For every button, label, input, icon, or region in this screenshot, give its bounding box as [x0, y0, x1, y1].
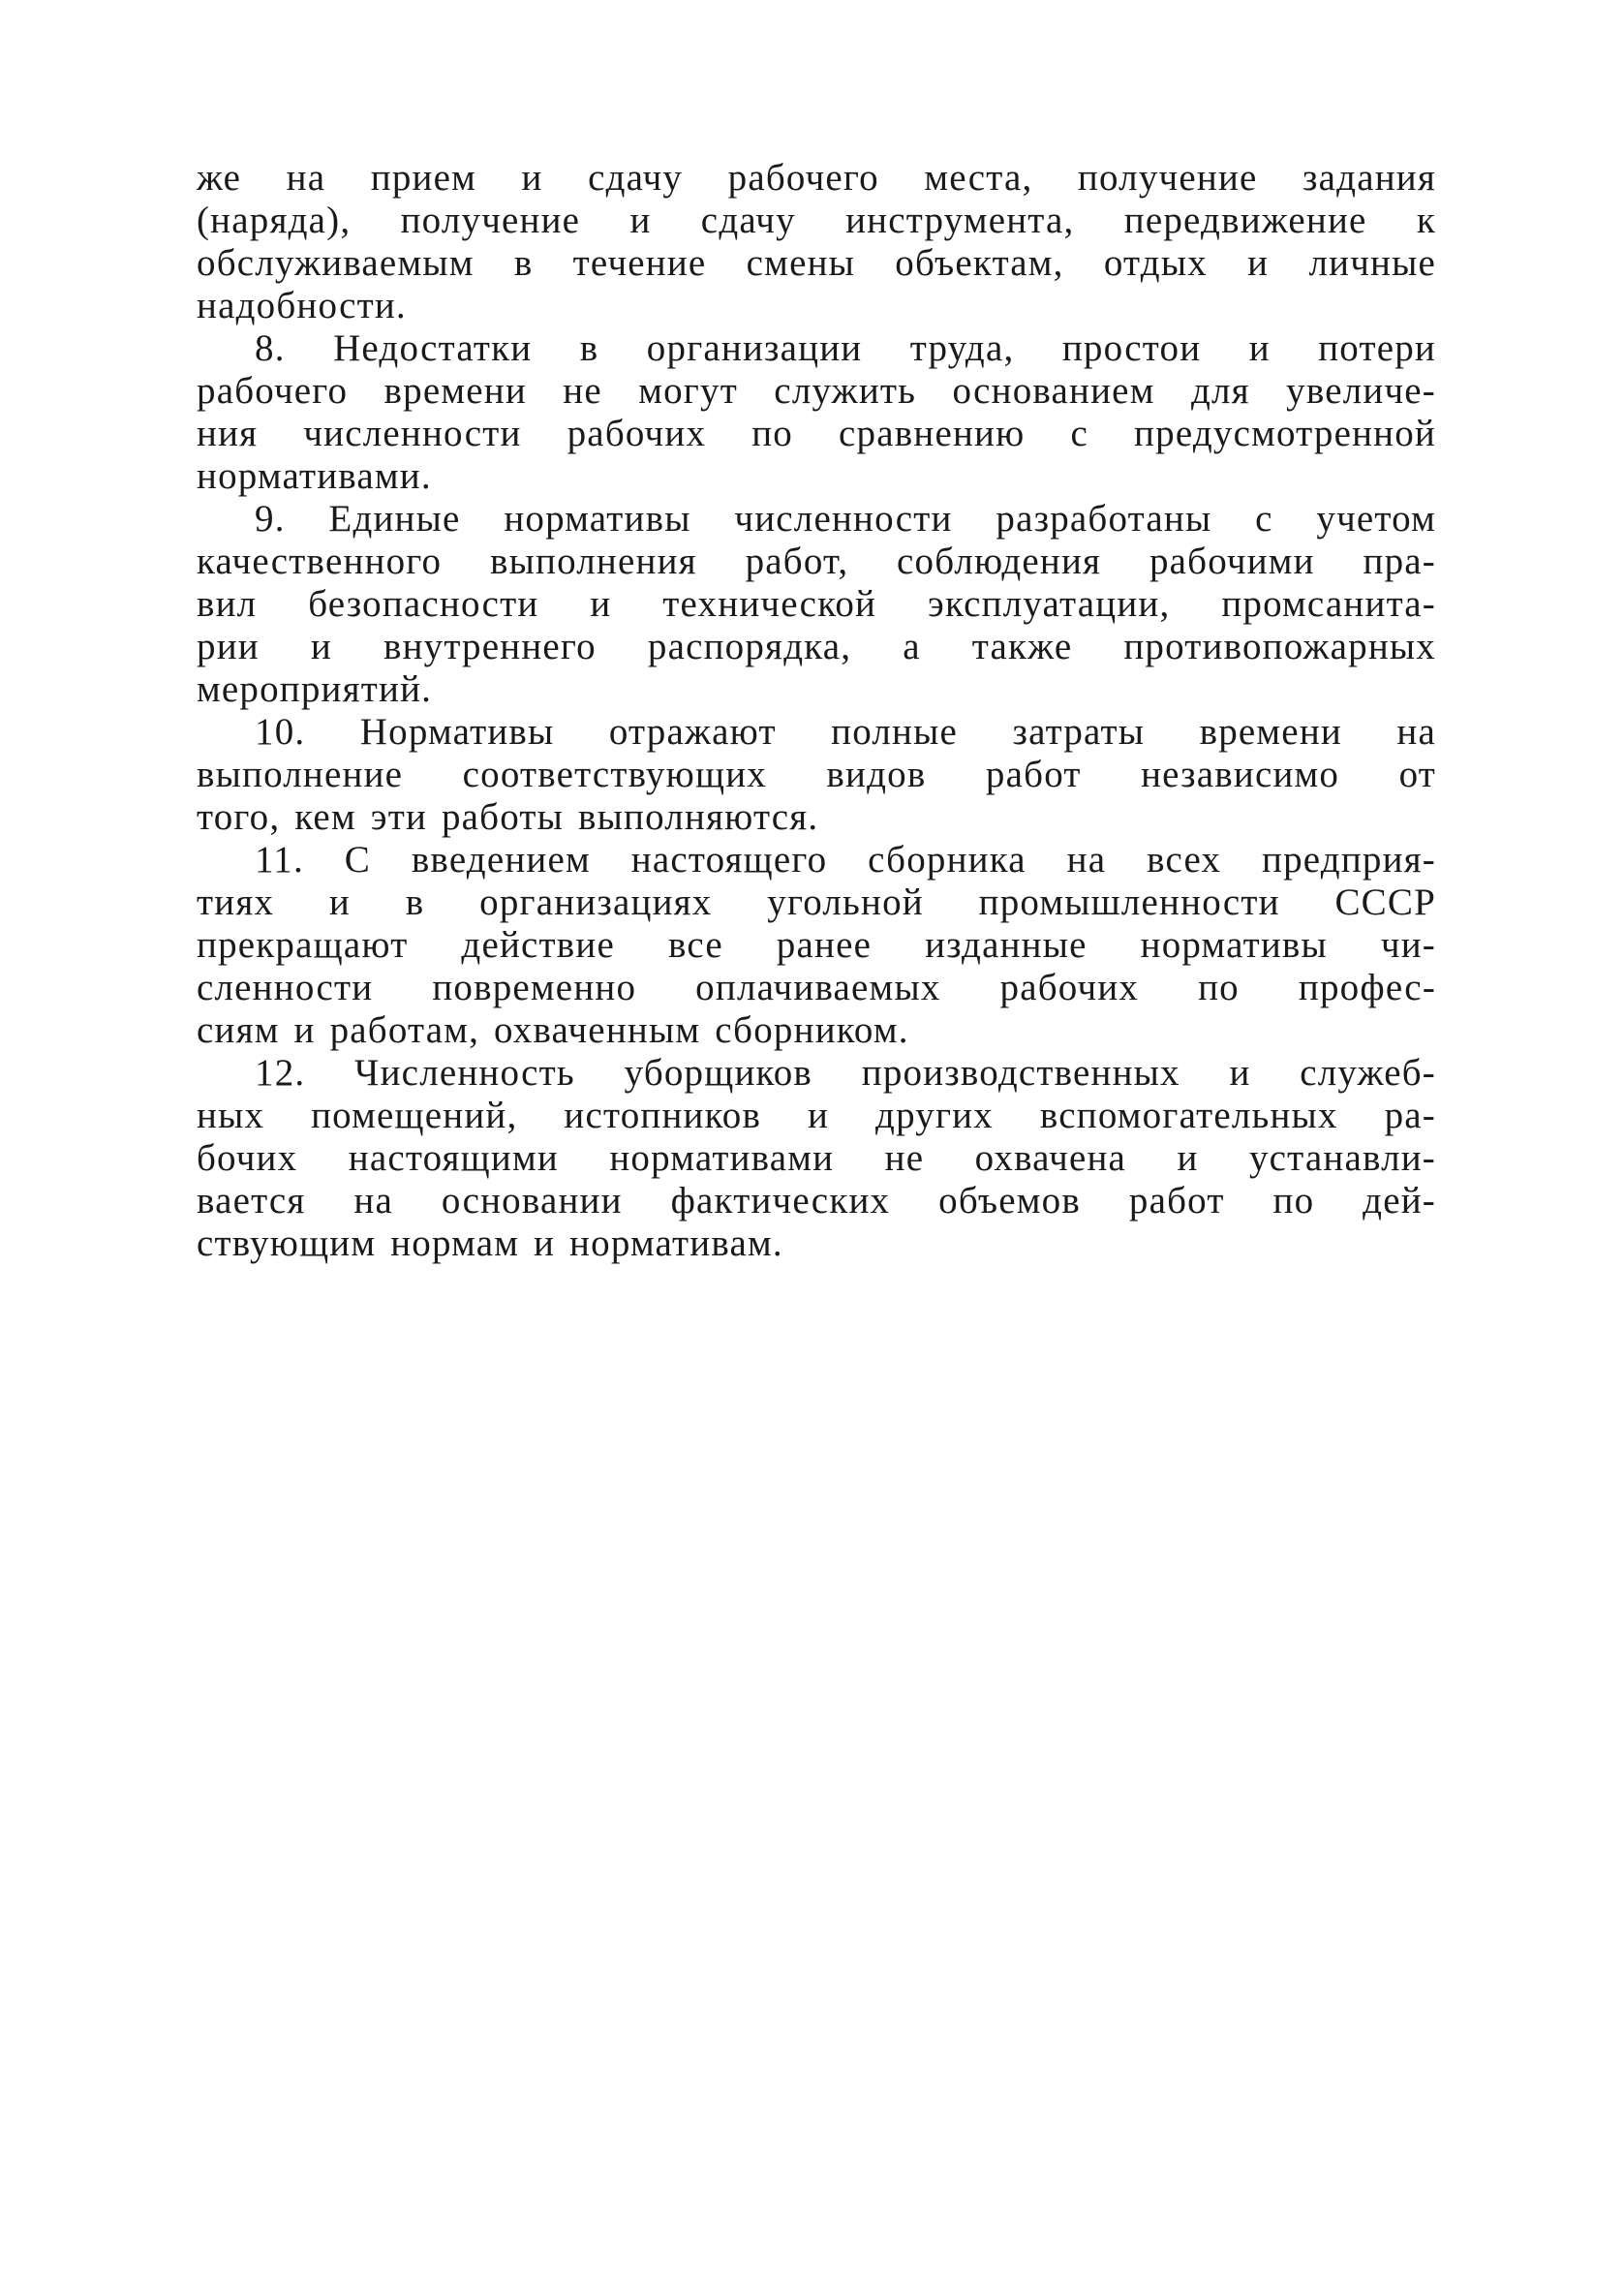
paragraph-continuation [197, 157, 1436, 327]
text-line: выполнение соответствующих видов работ независимо от [197, 754, 1436, 795]
text-line: качественного выполнения работ, соблюдения рабочими пра- [197, 541, 1436, 582]
text-line: тиях и в организациях угольной промышленности СССР [197, 882, 1436, 923]
text-line: 12. Численность уборщиков производственных и служеб- [255, 1052, 1436, 1094]
text-line: ных помещений, истопников и других вспомогательных ра- [197, 1095, 1436, 1136]
paragraph-item-12 [197, 1052, 1436, 1265]
text-line: же на прием и сдачу рабочего места, получение задания [197, 157, 1436, 199]
text-line: (наряда), получение и сдачу инструмента, передвижение к [197, 200, 1436, 241]
text-line: вается на основании фактических объемов работ по дей- [197, 1180, 1436, 1222]
text-line: прекращают действие все ранее изданные нормативы чи- [197, 924, 1436, 966]
text-line: нормативами. [197, 455, 432, 497]
text-line: сиям и работам, охваченным сборником. [197, 1009, 909, 1051]
paragraph-item-10 [197, 711, 1436, 839]
text-line: мероприятий. [197, 668, 433, 710]
body-text [197, 157, 1436, 1265]
paragraph-item-8 [197, 327, 1436, 498]
text-line: вил безопасности и технической эксплуатации, промсанита- [197, 583, 1436, 625]
text-line: 9. Единые нормативы численности разработаны с учетом [255, 498, 1436, 540]
text-line: ствующим нормам и нормативам. [197, 1222, 783, 1264]
text-line: 10. Нормативы отражают полные затраты времени на [255, 711, 1436, 753]
text-line: рабочего времени не могут служить основанием для увеличе- [197, 370, 1436, 412]
text-line: 11. С введением настоящего сборника на всех предприя- [255, 839, 1436, 881]
text-line: рии и внутреннего распорядка, а также противопожарных [197, 626, 1436, 667]
paragraph-item-9 [197, 498, 1436, 711]
text-line: сленности повременно оплачиваемых рабочих по профес- [197, 967, 1436, 1008]
text-line: бочих настоящими нормативами не охвачена и устанавли- [197, 1137, 1436, 1179]
text-line: 8. Недостатки в организации труда, простои и потери [255, 327, 1436, 369]
paragraph-item-11 [197, 839, 1436, 1052]
text-line: того, кем эти работы выполняются. [197, 796, 819, 838]
text-line: ния численности рабочих по сравнению с предусмотренной [197, 413, 1436, 454]
text-line: обслуживаемым в течение смены объектам, отдых и личные [197, 242, 1436, 284]
text-line: надобности. [197, 285, 407, 326]
